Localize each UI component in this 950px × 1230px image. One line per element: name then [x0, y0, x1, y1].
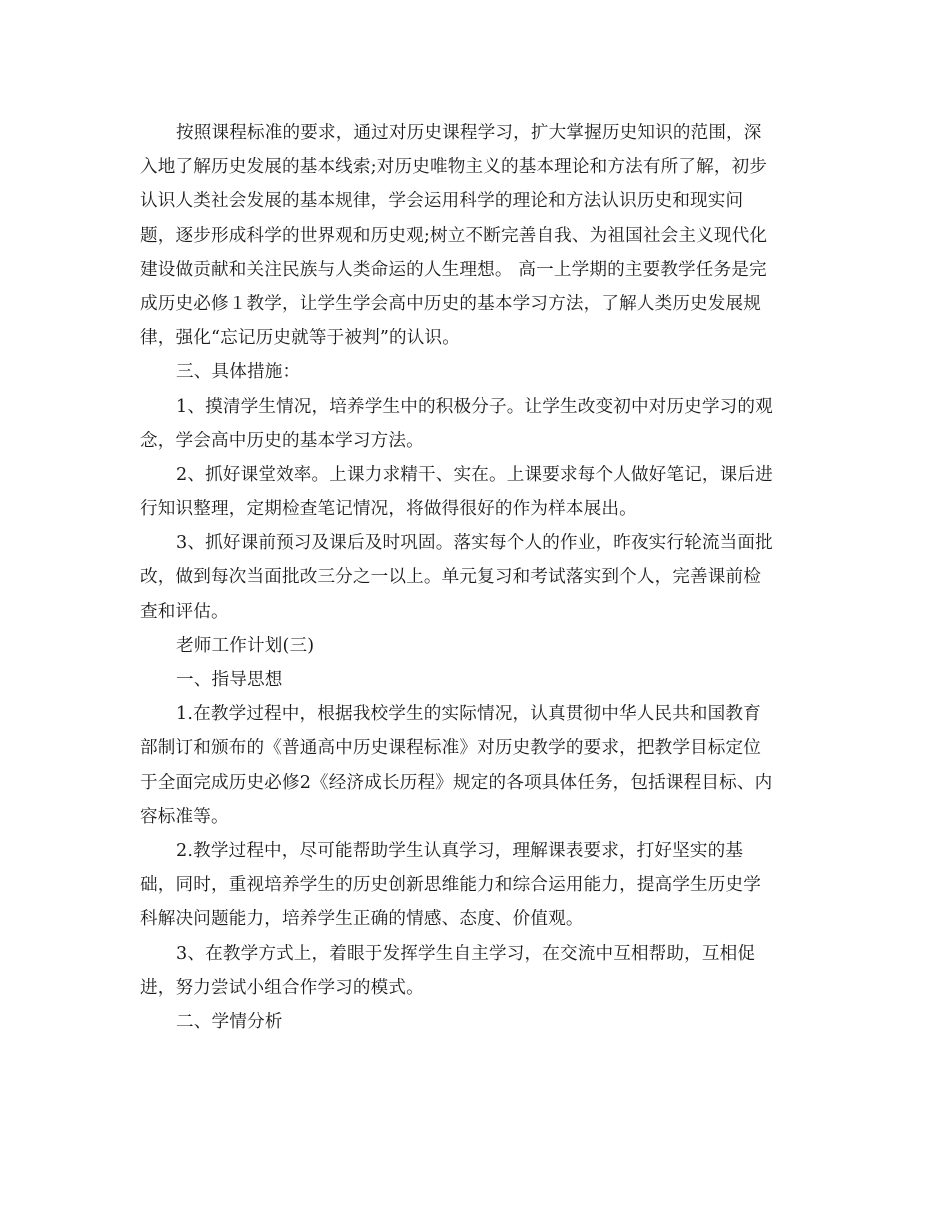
text-line: 建设做贡献和关注民族与人类命运的人生理想。 高一上学期的主要教学任务是完	[140, 259, 767, 280]
text-line: 一、指导思想	[176, 670, 283, 690]
text-line: 二、学情分析	[176, 1011, 283, 1032]
text-line: 于全面完成历史必修2《经济成长历程》规定的各项具体任务，包括课程目标、内	[140, 772, 773, 793]
document-body	[140, 116, 812, 1039]
text-line: 题，逐步形成科学的世界观和历史观;树立不断完善自我、为祖国社会主义现代化	[140, 225, 768, 246]
text-line: 3、抓好课前预习及课后及时巩固。落实每个人的作业，昨夜实行轮流当面批	[176, 533, 773, 554]
text-line: 认识人类社会发展的基本规律，学会运用科学的理论和方法认识历史和现实问	[140, 191, 744, 212]
text-line: 行知识整理，定期检查笔记情况，将做得很好的作为样本展出。	[140, 499, 637, 520]
text-line: 念，学会高中历史的基本学习方法。	[140, 430, 424, 451]
text-line: 老师工作计划(三)	[176, 635, 315, 656]
text-line: 律，强化“忘记历史就等于被判”的认识。	[140, 328, 460, 349]
text-line: 部制订和颁布的《普通高中历史课程标准》对历史教学的要求，把教学目标定位	[140, 738, 762, 759]
text-line: 1、摸清学生情况，培养学生中的积极分子。让学生改变初中对历史学习的观	[176, 396, 773, 417]
text-line: 成历史必修１教学，让学生学会高中历史的基本学习方法，了解人类历史发展规	[140, 293, 762, 314]
text-line: 查和评估。	[140, 601, 229, 622]
text-line: 础，同时，重视培养学生的历史创新思维能力和综合运用能力，提高学生历史学	[140, 875, 762, 896]
text-line: 按照课程标准的要求，通过对历史课程学习，扩大掌握历史知识的范围，深	[176, 123, 762, 143]
text-line: 进，努力尝试小组合作学习的模式。	[140, 977, 424, 998]
text-line: 改，做到每次当面批改三分之一以上。单元复习和考试落实到个人，完善课前检	[140, 567, 762, 588]
text-line: 1.在教学过程中，根据我校学生的实际情况，认真贯彻中华人民共和国教育	[176, 704, 761, 725]
text-line: 容标准等。	[140, 806, 229, 827]
text-line: 2、抓好课堂效率。上课力求精干、实在。上课要求每个人做好笔记，课后进	[176, 464, 773, 485]
text-line: 2.教学过程中，尽可能帮助学生认真学习，理解课表要求，打好坚实的基	[176, 840, 744, 861]
text-line: 科解决问题能力，培养学生正确的情感、态度、价值观。	[140, 909, 584, 930]
text-line: 入地了解历史发展的基本线索;对历史唯物主义的基本理论和方法有所了解，初步	[140, 157, 768, 178]
text-line: 三、具体措施：	[176, 362, 301, 383]
text-line: 3、在教学方式上，着眼于发挥学生自主学习，在交流中互相帮助，互相促	[176, 943, 756, 964]
